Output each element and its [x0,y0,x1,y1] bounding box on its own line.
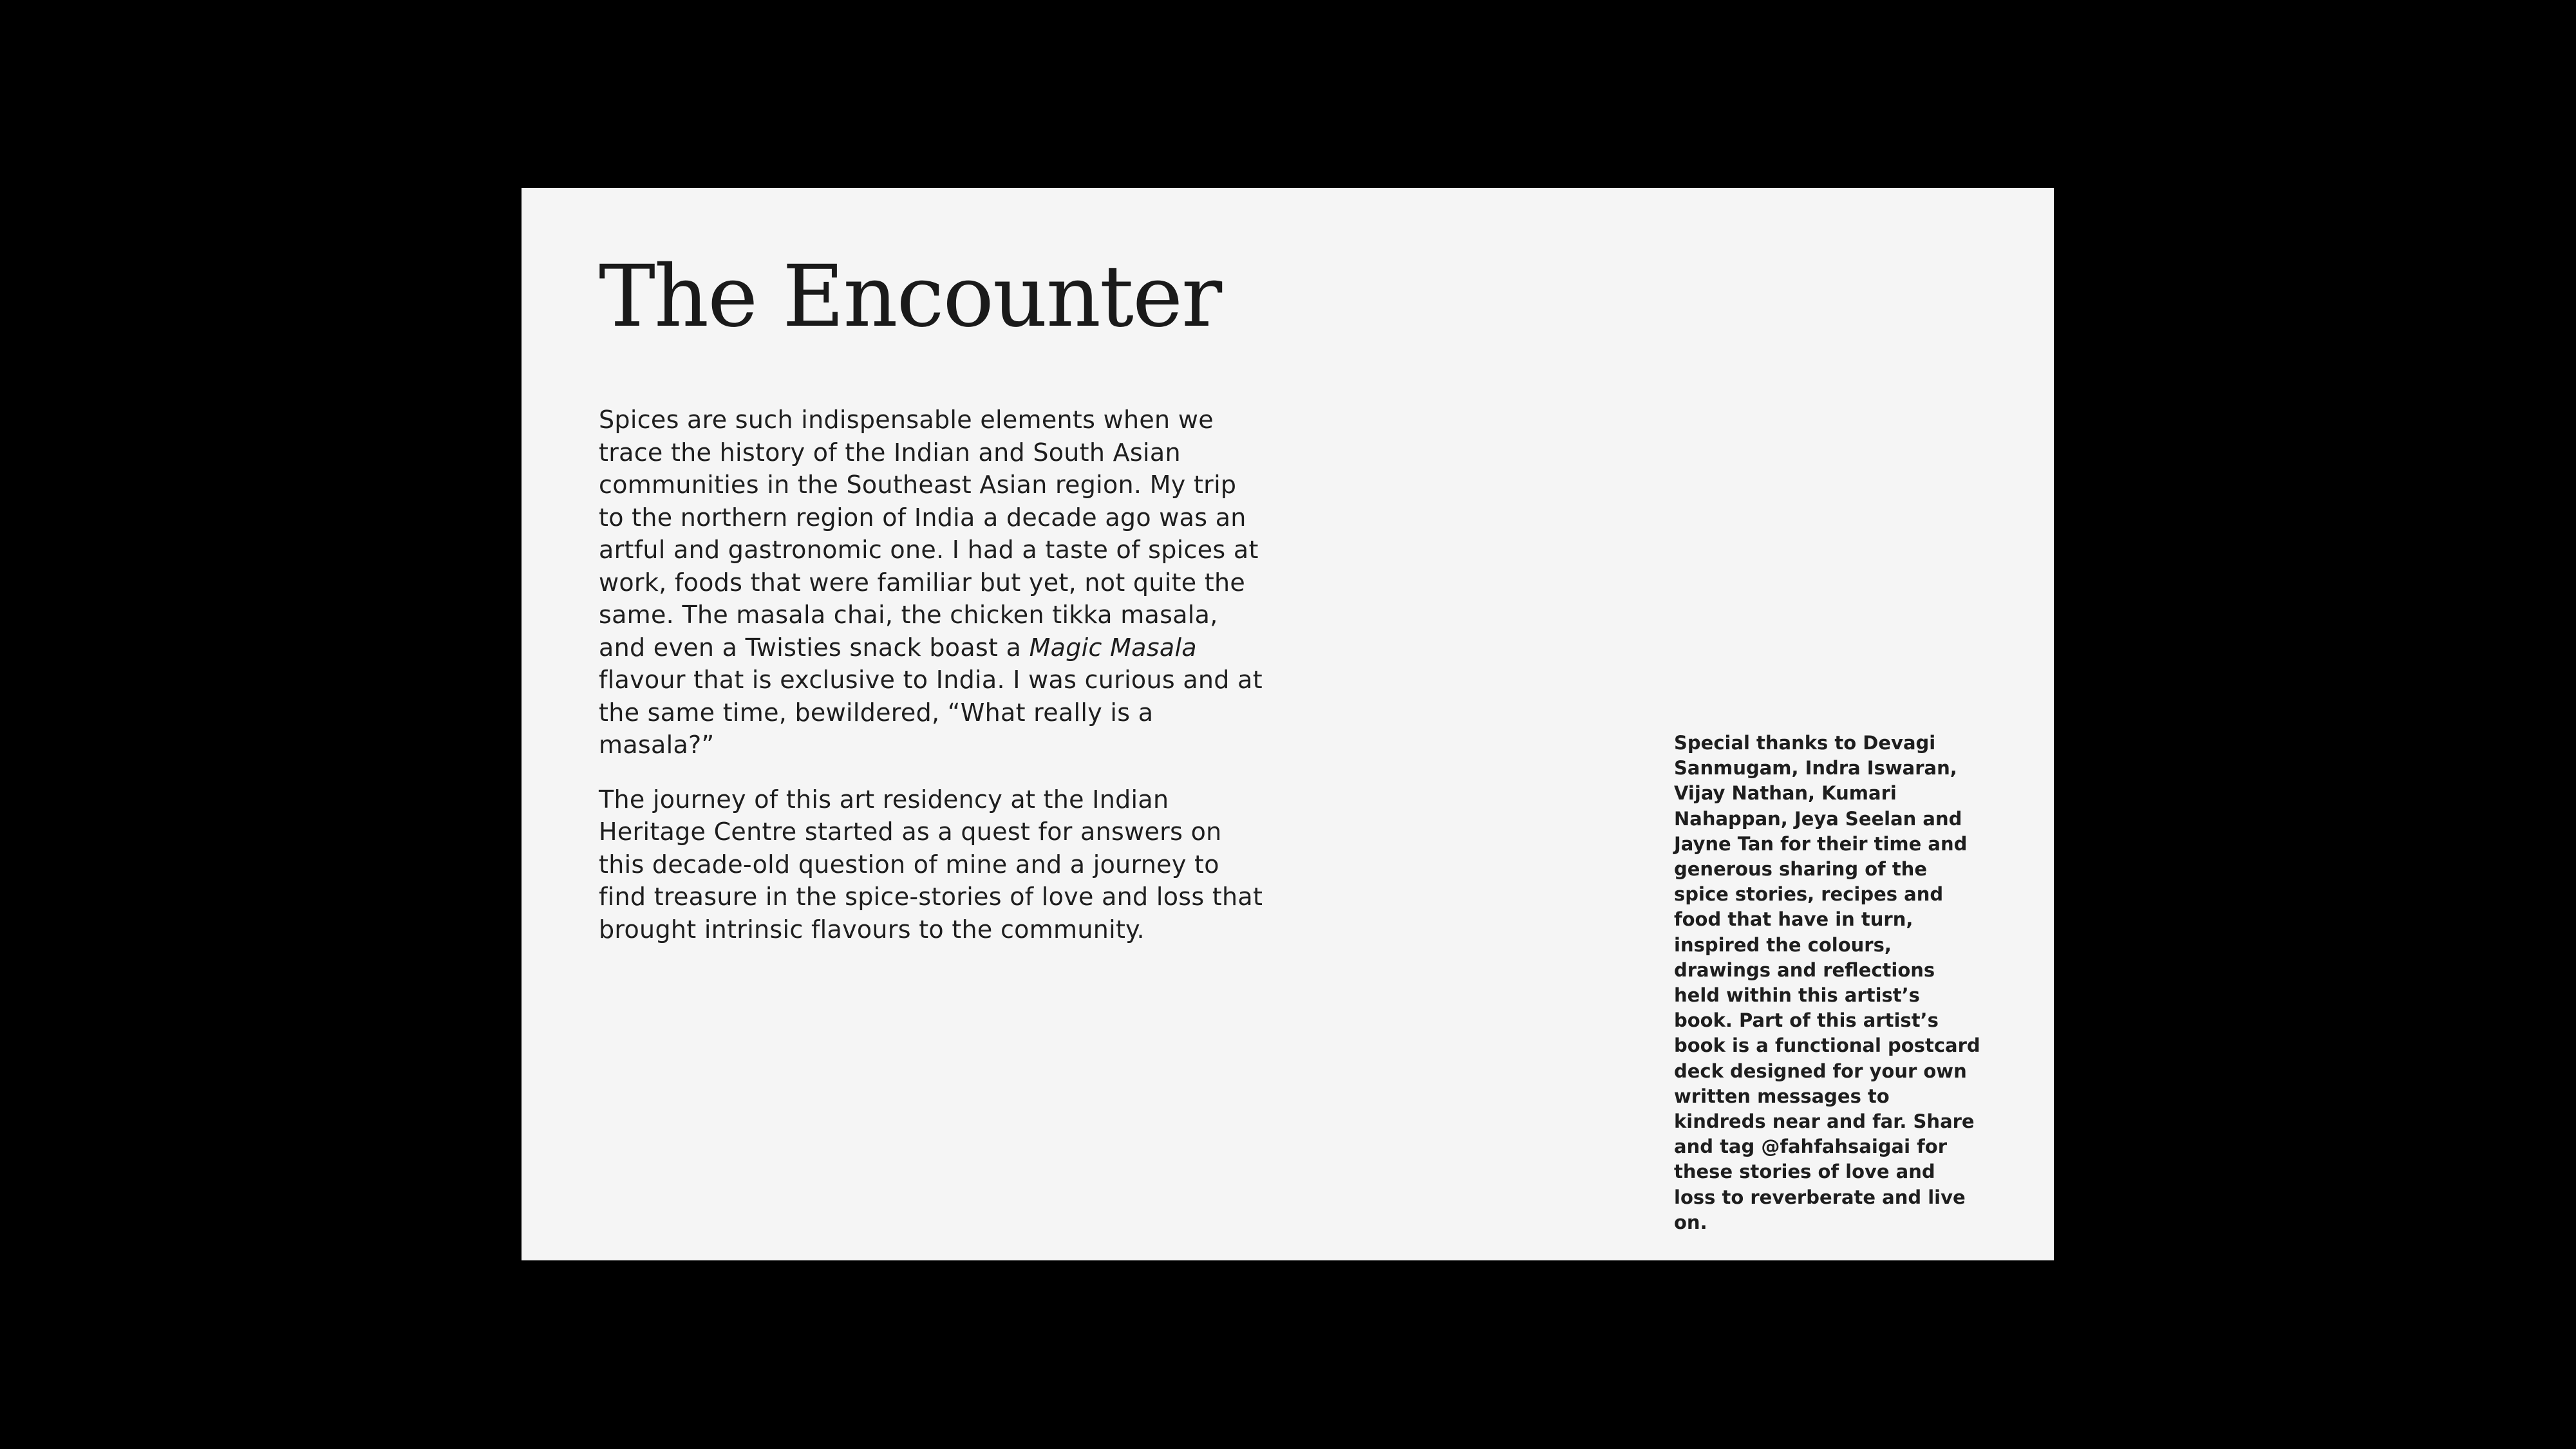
paragraph-intro-italic: Magic Masala [1029,633,1197,662]
page-title: The Encounter [599,247,1221,346]
body-text [599,404,1268,968]
book-page [522,188,2054,1260]
paragraph-journey: The journey of this art residency at the Indian Heritage Centre started as a quest for answers on this decade-old question of mine and a journey to find treasure in the spice-stories of love and loss that brought intrinsic flavours to the community. [599,785,1263,944]
paragraph-intro-end: flavour that is exclusive to India. I was curious and at the same time, bewildered, “What really is a masala?” [599,666,1263,759]
paragraph-intro-start: Spices are such indispensable elements when we trace the history of the Indian and South Asian communities in the Southeast Asian region. My trip to the northern region of India a decade ago was an artful and gastronomic one. I had a taste of spices at work, foods that were familiar but yet, not quite the same. The masala chai, the chicken tikka masala, and even a Twisties snack boast a [599,406,1259,662]
paragraph-intro [599,404,1268,762]
acknowledgements-note: Special thanks to Devagi Sanmugam, Indra Iswaran, Vijay Nathan, Kumari Nahappan, Jeya Seelan and Jayne Tan for their time and generous sharing of the spice stories, recipes and food that have in turn, inspired the colours, drawings and reflections held within this artist’s book. Part of this artist’s book is a functional postcard deck designed for your own written messages to kindreds near and far. Share and tag @fahfahsaigai for these stories of love and loss to reverberate and live on. [1674,732,1980,1233]
